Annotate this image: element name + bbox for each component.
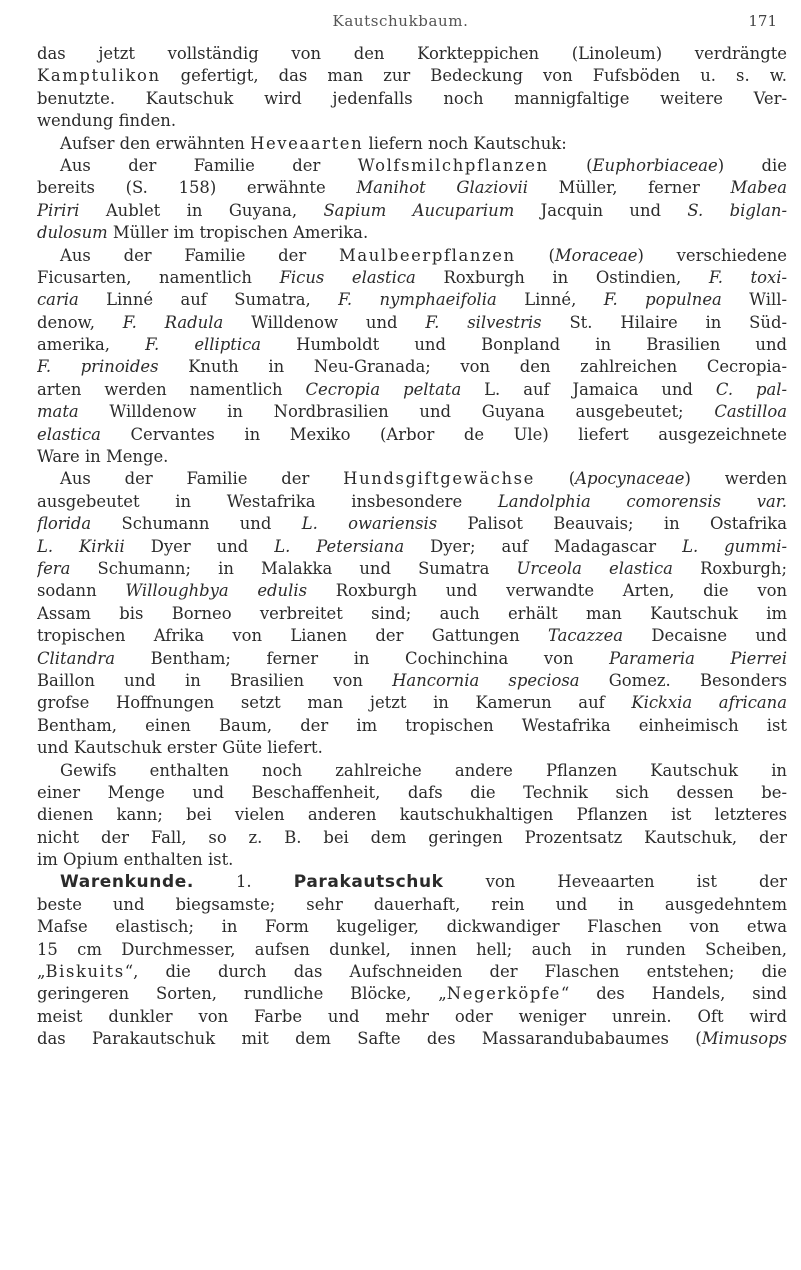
text-line (37, 401, 787, 423)
spaced-term: Wolfsmilchpflanzen (357, 155, 549, 175)
text-line (37, 1028, 787, 1050)
text-run: amerika, (37, 335, 146, 355)
running-head (0, 12, 801, 34)
text-line (37, 983, 787, 1005)
text-line (37, 939, 787, 961)
text-run: ( (534, 469, 576, 489)
spaced-term: Hundsgiftgewächse (343, 469, 535, 489)
text-run: Assam bis Borneo verbreitet sind; auch erhält man Kautschuk im (37, 603, 787, 623)
text-run: Ficusarten, namentlich (37, 267, 280, 287)
text-run: ( (548, 155, 593, 175)
text-run: “ des Handels, sind (560, 984, 787, 1004)
text-line (37, 200, 787, 222)
text-run: Will- (721, 290, 787, 310)
text-run: nicht der Fall, so z. B. bei dem geringen Prozentsatz Kautschuk, der (37, 827, 787, 847)
text-line (37, 312, 787, 334)
text-line (37, 446, 787, 468)
italic-term: florida (37, 514, 92, 534)
text-line (37, 737, 787, 759)
text-line (37, 782, 787, 804)
italic-term: Kickxia africana (631, 693, 787, 713)
text-line (37, 558, 787, 580)
italic-term: Moraceae (554, 245, 638, 265)
text-line (37, 133, 787, 155)
text-line (37, 177, 787, 199)
text-run: Bentham; ferner in Cochinchina von (115, 648, 610, 668)
spaced-term: Negerköpfe (446, 984, 561, 1004)
italic-term: fera (37, 558, 71, 578)
italic-term: L. Kirkii (37, 536, 125, 556)
text-line (37, 356, 787, 378)
text-run: das Parakautschuk mit dem Safte des Massarandubabaumes ( (37, 1029, 702, 1049)
text-run: 15 cm Durchmesser, aufsen dunkel, innen hell; auch in runden Scheiben, (37, 939, 787, 959)
text-line (37, 155, 787, 177)
italic-term: caria (37, 290, 79, 310)
text-line (37, 65, 787, 87)
text-line (37, 424, 787, 446)
text-line (37, 894, 787, 916)
text-run: Roxburgh in Ostindien, (415, 267, 709, 287)
text-line (37, 491, 787, 513)
text-run: 1. (193, 872, 294, 892)
text-line (37, 245, 787, 267)
italic-term: Parameria Pierrei (609, 648, 787, 668)
italic-term: Tacazzea (547, 626, 624, 646)
italic-term: F. prinoides (37, 357, 159, 377)
text-line (37, 760, 787, 782)
text-run: Ware in Menge. (37, 447, 169, 467)
italic-term: L. owariensis (301, 514, 438, 534)
text-run: Aus der Familie der (60, 155, 358, 175)
text-run: das jetzt vollständig von den Korkteppichen (Linoleum) verdrängte (37, 44, 787, 63)
italic-term: F. toxi- (708, 267, 787, 287)
text-run: Cervantes in Mexiko (Arbor de Ule) liefert ausgezeichnete (100, 424, 787, 444)
text-run: Mafse elastisch; in Form kugeliger, dickwandiger Flaschen von etwa (37, 917, 787, 937)
text-line (37, 43, 787, 65)
text-line (37, 804, 787, 826)
text-line (37, 580, 787, 602)
text-line (37, 603, 787, 625)
italic-term: Euphorbiaceae (592, 155, 718, 175)
text-run: arten werden namentlich (37, 379, 306, 399)
italic-term: L. Petersiana (274, 536, 405, 556)
text-run: Linné, (496, 290, 604, 310)
text-run: Decaisne und (623, 626, 787, 646)
italic-term: S. biglan- (687, 200, 787, 220)
running-title: Kautschukbaum. (332, 12, 469, 30)
text-line (37, 670, 787, 692)
text-run: ) verschiedene (637, 245, 787, 265)
text-run: Humboldt und Bonpland in Brasilien und (261, 335, 787, 355)
spaced-term: Biskuits (45, 962, 125, 982)
text-run: geringeren Sorten, rundliche Blöcke, „ (37, 984, 447, 1004)
text-run: tropischen Afrika von Lianen der Gattungen (37, 626, 548, 646)
text-run: ) die (717, 155, 787, 175)
text-run: Baillon und in Brasilien von (37, 670, 393, 690)
text-run: Bentham, einen Baum, der im tropischen Westafrika einheimisch ist (37, 715, 787, 735)
text-run: grofse Hoffnungen setzt man jetzt in Kamerun auf (37, 693, 632, 713)
text-line (37, 827, 787, 849)
text-run: Gewifs enthalten noch zahlreiche andere Pflanzen Kautschuk in (60, 760, 787, 780)
text-run: und Kautschuk erster Güte liefert. (37, 738, 323, 758)
text-run: Aus der Familie der (60, 245, 339, 265)
text-run: L. auf Jamaica und (461, 379, 716, 399)
text-run: einer Menge und Beschaffenheit, dafs die Technik sich dessen be- (37, 782, 787, 802)
text-line (37, 379, 787, 401)
text-line (37, 536, 787, 558)
text-run: ) werden (684, 469, 787, 489)
italic-term: Cecropia peltata (305, 379, 462, 399)
text-run: denow, (37, 312, 123, 332)
italic-term: Piriri (37, 200, 80, 220)
italic-term: L. gummi- (682, 536, 787, 556)
text-run: Roxburgh; (672, 558, 787, 578)
text-run: Knuth in Neu-Granada; von den zahlreichen Cecropia- (158, 357, 787, 377)
text-run: im Opium enthalten ist. (37, 850, 234, 870)
italic-term: Mabea (730, 178, 787, 198)
spaced-term: Heveaarten (250, 133, 364, 153)
text-run: liefern noch Kautschuk: (363, 133, 567, 153)
spaced-term: Kamptulikon (37, 66, 161, 86)
italic-term: dulosum (37, 223, 108, 243)
text-run: „ (37, 962, 46, 982)
italic-term: Castilloa (714, 402, 787, 422)
text-run: Aufser den erwähnten (60, 133, 251, 153)
bold-heading: Warenkunde. (60, 872, 194, 893)
italic-term: Ficus elastica (279, 267, 416, 287)
text-run: benutzte. Kautschuk wird jedenfalls noch mannigfaltige weitere Ver- (37, 88, 787, 108)
italic-term: Willoughbya edulis (125, 581, 308, 601)
text-run: meist dunkler von Farbe und mehr oder weniger unrein. Oft wird (37, 1006, 787, 1026)
italic-term: F. populnea (603, 290, 722, 310)
text-run: beste und biegsamste; sehr dauerhaft, rein und in ausgedehntem (37, 894, 787, 914)
text-run: Müller im tropischen Amerika. (107, 223, 369, 243)
spaced-term: Maulbeerpflanzen (338, 245, 516, 265)
text-run: St. Hilaire in Süd- (541, 312, 787, 332)
italic-term: Urceola elastica (516, 558, 673, 578)
page-number: 171 (748, 12, 777, 30)
italic-term: F. nymphaeifolia (338, 290, 497, 310)
bold-heading: Parakautschuk (293, 872, 444, 893)
italic-term: Mimusops (701, 1029, 787, 1049)
italic-term: Manihot Glaziovii (356, 178, 528, 198)
italic-term: mata (37, 402, 79, 422)
text-run: Linné auf Sumatra, (78, 290, 339, 310)
text-run: Palisot Beauvais; in Ostafrika (437, 514, 787, 534)
text-run: bereits (S. 158) erwähnte (37, 178, 357, 198)
italic-term: F. silvestris (425, 312, 542, 332)
text-run: sodann (37, 581, 126, 601)
text-line (37, 692, 787, 714)
italic-term: Clitandra (37, 648, 116, 668)
text-line (37, 648, 787, 670)
text-run: ausgebeutet in Westafrika insbesondere (37, 491, 498, 511)
text-run: Aublet in Guyana, (79, 200, 324, 220)
text-run: Dyer; auf Madagascar (404, 536, 683, 556)
text-run: gefertigt, das man zur Bedeckung von Fufsböden u. s. w. (160, 66, 787, 86)
text-line (37, 110, 787, 132)
text-run: Jacquin und (514, 200, 688, 220)
body-text (37, 43, 787, 1051)
text-line (37, 625, 787, 647)
text-line (37, 961, 787, 983)
text-run: von Heveaarten ist der (443, 872, 787, 892)
text-line (37, 916, 787, 938)
text-line (37, 849, 787, 871)
text-run: Willdenow und (223, 312, 426, 332)
text-line (37, 267, 787, 289)
italic-term: Sapium Aucuparium (323, 200, 515, 220)
text-run: Müller, ferner (527, 178, 731, 198)
italic-term: F. elliptica (145, 335, 262, 355)
text-run: Dyer und (124, 536, 275, 556)
text-run: dienen kann; bei vielen anderen kautschukhaltigen Pflanzen ist letzteres (37, 805, 787, 825)
text-run: Willdenow in Nordbrasilien und Guyana ausgebeutet; (78, 402, 715, 422)
text-line (37, 871, 787, 893)
text-run: Schumann und (91, 514, 302, 534)
text-line (37, 289, 787, 311)
italic-term: F. Radula (122, 312, 224, 332)
italic-term: C. pal- (715, 379, 787, 399)
italic-term: elastica (37, 424, 101, 444)
text-run: ( (515, 245, 555, 265)
text-run: “, die durch das Aufschneiden der Flaschen entstehen; die (124, 962, 787, 982)
text-line (37, 334, 787, 356)
text-run: Roxburgh und verwandte Arten, die von (307, 581, 787, 601)
text-line (37, 715, 787, 737)
italic-term: Landolphia comorensis var. (497, 491, 787, 511)
text-line (37, 222, 787, 244)
text-run: Schumann; in Malakka und Sumatra (70, 558, 517, 578)
italic-term: Apocynaceae (575, 469, 685, 489)
text-run: Aus der Familie der (60, 469, 344, 489)
text-line (37, 88, 787, 110)
text-line (37, 468, 787, 490)
text-line (37, 1006, 787, 1028)
italic-term: Hancornia speciosa (392, 670, 580, 690)
text-run: Gomez. Besonders (579, 670, 787, 690)
text-run: wendung finden. (37, 111, 177, 131)
text-line (37, 513, 787, 535)
